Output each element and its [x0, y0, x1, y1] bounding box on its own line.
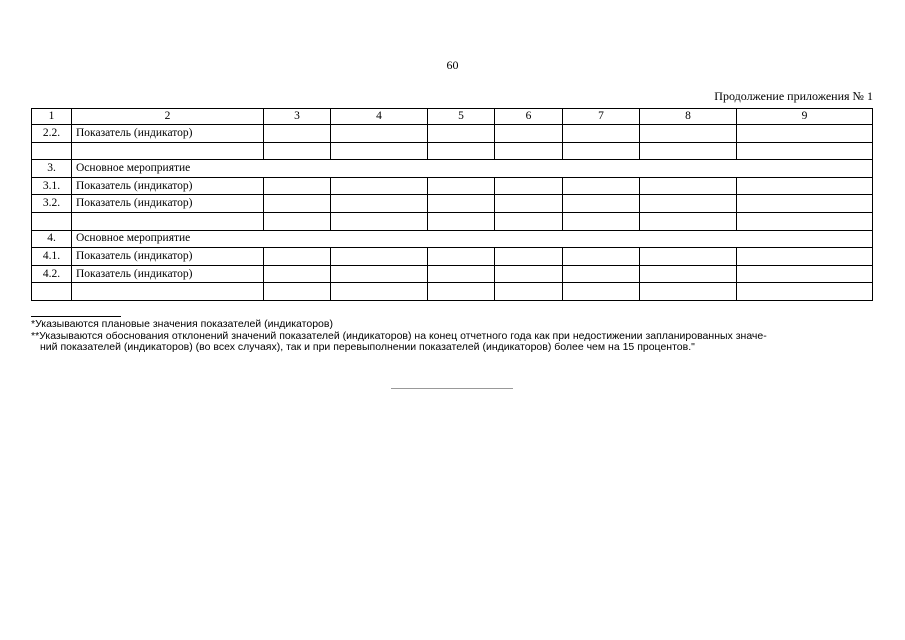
value-cell [495, 212, 563, 230]
row-number-cell [32, 283, 72, 301]
indicator-name-cell: Показатель (индикатор) [72, 195, 264, 213]
footnote-1: *Указываются плановые значения показателей (индикаторов) [31, 318, 333, 330]
value-cell [495, 283, 563, 301]
value-cell [640, 177, 737, 195]
appendix-continuation-label: Продолжение приложения № 1 [714, 89, 873, 103]
value-cell [264, 177, 331, 195]
table-body [32, 109, 873, 301]
value-cell [428, 125, 495, 143]
value-cell [495, 142, 563, 160]
value-cell [640, 265, 737, 283]
row-number-cell: 4. [32, 230, 72, 248]
value-cell [495, 125, 563, 143]
value-cell [737, 212, 873, 230]
row-number-cell: 3. [32, 160, 72, 178]
header-cell: 7 [563, 109, 640, 125]
value-cell [264, 125, 331, 143]
value-cell [563, 212, 640, 230]
main-event-cell: Основное мероприятие [72, 160, 873, 178]
value-cell [495, 265, 563, 283]
table-row-blank [32, 212, 873, 230]
value-cell [428, 212, 495, 230]
value-cell [495, 195, 563, 213]
header-cell: 2 [72, 109, 264, 125]
value-cell [640, 283, 737, 301]
value-cell [640, 142, 737, 160]
value-cell [428, 265, 495, 283]
table-row-event [32, 160, 873, 178]
value-cell [737, 177, 873, 195]
value-cell [428, 142, 495, 160]
indicator-name-cell [72, 283, 264, 301]
value-cell [737, 142, 873, 160]
value-cell [331, 195, 428, 213]
value-cell [264, 195, 331, 213]
value-cell [264, 142, 331, 160]
row-number-cell: 3.2. [32, 195, 72, 213]
value-cell [737, 265, 873, 283]
row-number-cell: 2.2. [32, 125, 72, 143]
table-row-event [32, 230, 873, 248]
value-cell [428, 195, 495, 213]
footnotes [31, 319, 874, 354]
row-number-cell [32, 212, 72, 230]
table-row [32, 177, 873, 195]
value-cell [563, 248, 640, 266]
main-event-cell: Основное мероприятие [72, 230, 873, 248]
table-row [32, 195, 873, 213]
value-cell [331, 212, 428, 230]
row-number-cell: 3.1. [32, 177, 72, 195]
indicator-name-cell [72, 142, 264, 160]
row-number-cell: 4.1. [32, 248, 72, 266]
footnote-2-line-1: **Указываются обоснования отклонений значений показателей (индикаторов) на конец отчетного года как при недостижении запланированных значе- [31, 329, 767, 342]
value-cell [331, 265, 428, 283]
footnote-separator [31, 316, 121, 317]
header-cell: 3 [264, 109, 331, 125]
value-cell [737, 283, 873, 301]
footnote-2-line-2: ний показателей (индикаторов) (во всех случаях), так и при перевыполнении показателей (индикаторов) более чем на 15 процентов." [40, 341, 695, 353]
value-cell [428, 248, 495, 266]
indicator-name-cell [72, 212, 264, 230]
indicators-table [31, 108, 873, 301]
value-cell [331, 125, 428, 143]
value-cell [428, 177, 495, 195]
value-cell [331, 177, 428, 195]
footnote-2 [31, 331, 874, 354]
value-cell [264, 283, 331, 301]
page-number: 60 [446, 58, 459, 72]
table-header-row [32, 109, 873, 125]
value-cell [640, 125, 737, 143]
value-cell [264, 248, 331, 266]
value-cell [495, 177, 563, 195]
end-separator [391, 388, 513, 389]
row-number-cell: 4.2. [32, 265, 72, 283]
header-cell: 6 [495, 109, 563, 125]
header-cell: 1 [32, 109, 72, 125]
value-cell [563, 265, 640, 283]
value-cell [737, 195, 873, 213]
indicator-name-cell: Показатель (индикатор) [72, 248, 264, 266]
value-cell [563, 177, 640, 195]
value-cell [331, 142, 428, 160]
value-cell [640, 195, 737, 213]
header-cell: 9 [737, 109, 873, 125]
value-cell [495, 248, 563, 266]
table-row [32, 265, 873, 283]
table-row-blank [32, 283, 873, 301]
header-cell: 4 [331, 109, 428, 125]
value-cell [640, 212, 737, 230]
value-cell [737, 125, 873, 143]
value-cell [264, 212, 331, 230]
value-cell [331, 248, 428, 266]
row-number-cell [32, 142, 72, 160]
indicator-name-cell: Показатель (индикатор) [72, 125, 264, 143]
value-cell [563, 283, 640, 301]
value-cell [640, 248, 737, 266]
value-cell [563, 125, 640, 143]
header-cell: 8 [640, 109, 737, 125]
value-cell [264, 265, 331, 283]
header-cell: 5 [428, 109, 495, 125]
value-cell [563, 142, 640, 160]
indicator-name-cell: Показатель (индикатор) [72, 177, 264, 195]
table-row [32, 125, 873, 143]
table-row [32, 248, 873, 266]
value-cell [331, 283, 428, 301]
value-cell [737, 248, 873, 266]
indicator-name-cell: Показатель (индикатор) [72, 265, 264, 283]
value-cell [428, 283, 495, 301]
table-row-blank [32, 142, 873, 160]
value-cell [563, 195, 640, 213]
